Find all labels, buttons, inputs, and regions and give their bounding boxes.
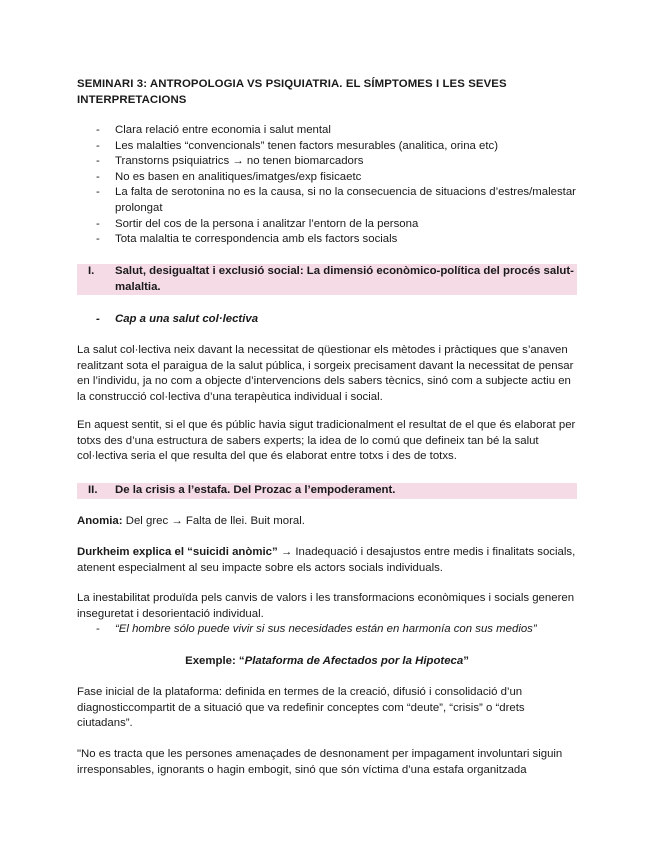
paragraph-public-comu: En aquest sentit, si el que és públic havia sigut tradicionalment el resultat de el que és elaborat per totxs des d’una estructura de sabers experts; la idea de lo comú que defineix tan bé la salut col·lectiva seria el que resulta del que és elaborat entre totxs i des de totxs. bbox=[77, 419, 576, 463]
section-number: II. bbox=[88, 484, 98, 496]
example-heading: Exemple: “Plataforma de Afectados por la Hipoteca” bbox=[185, 655, 469, 667]
paragraph-fase-inicial: Fase inicial de la plataforma: definida en termes de la creació, difusió i consolidació d’un diagnosticcompartit de a situació que va redefinir conceptes com “deute”, “crisis” o “drets ciutadans”. bbox=[77, 686, 525, 730]
paragraph-salut-collectiva: La salut col·lectiva neix davant la necessitat de qüestionar els mètodes i pràctiques que s’anaven realitzant sota el paraigua de la salut pública, i sorgeix precisament davant la necessitat de pensar en l’individu, ja no com a objecte d’intervencions dels sabers tècnics, sinó com a subjecte actiu en la construcció col·lectiva d’una terapèutica individual i social. bbox=[77, 344, 574, 403]
section-heading-1 bbox=[77, 264, 577, 295]
section-number: I. bbox=[88, 265, 95, 277]
anomia-definition: Anomia: Del grec → Falta de llei. Buit moral. bbox=[77, 515, 305, 527]
list-item: - No es basen en analitiques/imatges/exp fisicaetc bbox=[96, 170, 362, 183]
durkheim-paragraph: Durkheim explica el “suicidi anòmic” → Inadequació i desajustos entre medis i finalitats socials, atenent especialment al seu impacte sobre els actors socials individuals. bbox=[77, 546, 576, 574]
list-item: - Sortir del cos de la persona i analitzar l’entorn de la persona bbox=[96, 217, 419, 230]
bullet-list bbox=[77, 123, 577, 248]
list-item: - Tota malaltia te correspondencia amb els factors socials bbox=[96, 233, 398, 246]
section-heading-2 bbox=[77, 483, 577, 499]
section-title: De la crisis a l’estafa. Del Prozac a l’empoderament. bbox=[115, 484, 396, 496]
paragraph-desnonament: "No es tracta que les persones amenaçades de desnonament per impagament involuntari siguin irresponsables, ignorants o hagin embogit, sinó que són víctima d’una estafa organitzada bbox=[77, 748, 563, 776]
list-item: - La falta de serotonina no es la causa, si no la consecuencia de situacions d’estres/malestar prolongat bbox=[96, 186, 576, 214]
list-item: - Les malalties “convencionals” tenen factors mesurables (analitica, orina etc) bbox=[96, 139, 499, 152]
page-title: SEMINARI 3: ANTROPOLOGIA VS PSIQUIATRIA. EL SÍMPTOMES I LES SEVES INTERPRETACIONS bbox=[77, 78, 507, 106]
subheading: - Cap a una salut col·lectiva bbox=[96, 313, 259, 325]
list-item: - Clara relació entre economia i salut mental bbox=[96, 124, 331, 136]
quote-item: - “El hombre sólo puede vivir si sus necesidades están en harmonía con sus medios” bbox=[96, 623, 537, 635]
list-item: - Transtorns psiquiatrics → no tenen biomarcadors bbox=[96, 155, 364, 168]
paragraph-inestabilitat: La inestabilitat produïda pels canvis de valors i les transformacions econòmiques i socials generen inseguretat i desorientació individual. bbox=[77, 592, 575, 620]
section-title: Salut, desigualtat i exclusió social: La dimensió econòmico-política del procés salut-malaltia. bbox=[115, 265, 574, 293]
